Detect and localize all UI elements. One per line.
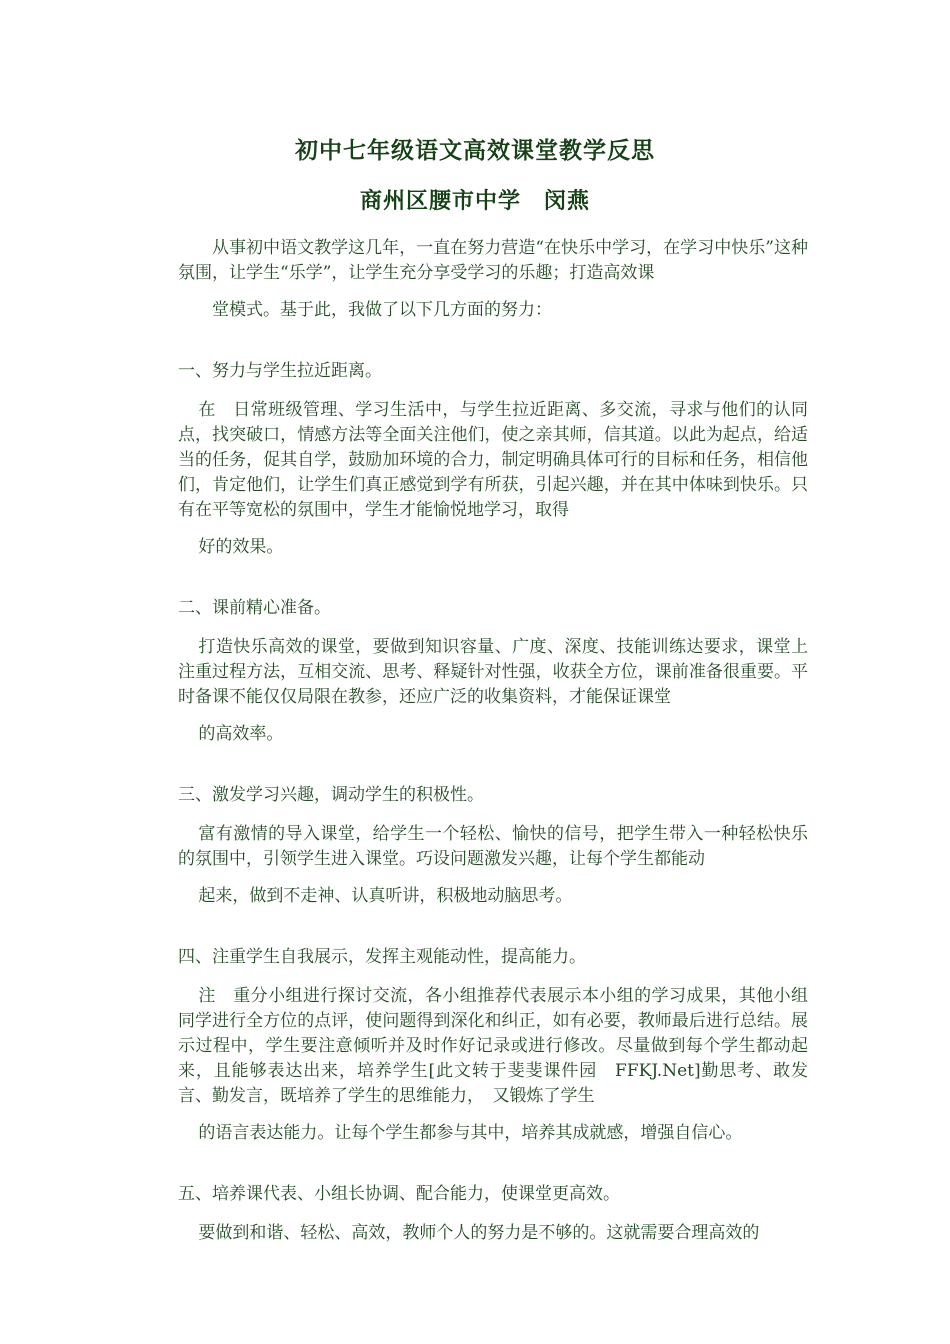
section-heading-5: 五、培养课代表、小组长协调、配合能力，使课堂更高效。 bbox=[178, 1184, 620, 1204]
section-last-line-4: 的语言表达能力。让每个学生都参与其中，培养其成就感，增强自信心。 bbox=[198, 1123, 743, 1143]
section-heading-2: 二、课前精心准备。 bbox=[178, 598, 331, 618]
section-paragraph-1 bbox=[178, 398, 808, 560]
section-text-4: 注 重分小组进行探讨交流，各小组推荐代表展示本小组的学习成果，其他小组同学进行全方位的点评，使问题得到深化和纠正，如有必要，教师最后进行总结。展示过程中，学生要注意倾听并及时作好记录或进行修改。尽量做到每个学生都动起来，且能够表达出来，培养学生[此文转于斐斐课件园 FFKJ.Net]勤思考、敢发言、勤发言，既培养了学生的思维能力， 又锻炼了学生 bbox=[178, 986, 808, 1106]
section-text-1: 在 日常班级管理、学习生活中，与学生拉近距离、多交流，寻求与他们的认同点，找突破口，情感方法等全面关注他们，使之亲其师，信其道。以此为起点，给适当的任务，促其自学，鼓励加环境的合力，制定明确具体可行的目标和任务，相信他们，肯定他们，让学生们真正感觉到学有所获，引起兴趣，并在其中体味到快乐。只有在平等宽松的氛围中，学生才能愉悦地学习，取得 bbox=[178, 400, 808, 520]
section-paragraph-4 bbox=[178, 984, 808, 1146]
section-paragraph-2 bbox=[178, 635, 808, 747]
section-paragraph-5 bbox=[178, 1221, 808, 1246]
intro-text: 从事初中语文教学这几年，一直在努力营造“在快乐中学习，在学习中快乐”这种氛围，让学生“乐学”，让学生充分享受学习的乐趣；打造高效课 bbox=[178, 238, 808, 283]
section-heading-3: 三、激发学习兴趣，调动学生的积极性。 bbox=[178, 785, 484, 805]
intro-last-line: 堂模式。基于此，我做了以下几方面的努力： bbox=[212, 300, 552, 320]
section-heading-4: 四、注重学生自我展示，发挥主观能动性，提高能力。 bbox=[178, 947, 586, 967]
section-text-3: 富有激情的导入课堂，给学生一个轻松、愉快的信号，把学生带入一种轻松快乐的氛围中，引领学生进入课堂。巧设问题激发兴趣，让每个学生都能动 bbox=[178, 824, 808, 869]
section-text-2: 打造快乐高效的课堂，要做到知识容量、广度、深度、技能训练达要求，课堂上注重过程方法，互相交流、思考、释疑针对性强，收获全方位，课前准备很重要。平时备课不能仅仅局限在教参，还应广泛的收集资料，才能保证课堂 bbox=[178, 637, 808, 707]
section-last-line-1: 好的效果。 bbox=[198, 537, 284, 557]
section-text-5: 要做到和谐、轻松、高效，教师个人的努力是不够的。这就需要合理高效的 bbox=[198, 1223, 760, 1243]
document-body bbox=[178, 236, 808, 1246]
intro-paragraph bbox=[178, 236, 808, 323]
section-last-line-3: 起来，做到不走神、认真听讲，积极地动脑思考。 bbox=[198, 886, 573, 906]
section-heading-1: 一、努力与学生拉近距离。 bbox=[178, 361, 382, 381]
section-last-line-2: 的高效率。 bbox=[198, 724, 284, 744]
page-title: 初中七年级语文高效课堂教学反思 bbox=[295, 137, 655, 164]
section-paragraph-3 bbox=[178, 822, 808, 909]
author-line: 商州区腰市中学 闵燕 bbox=[359, 188, 590, 214]
